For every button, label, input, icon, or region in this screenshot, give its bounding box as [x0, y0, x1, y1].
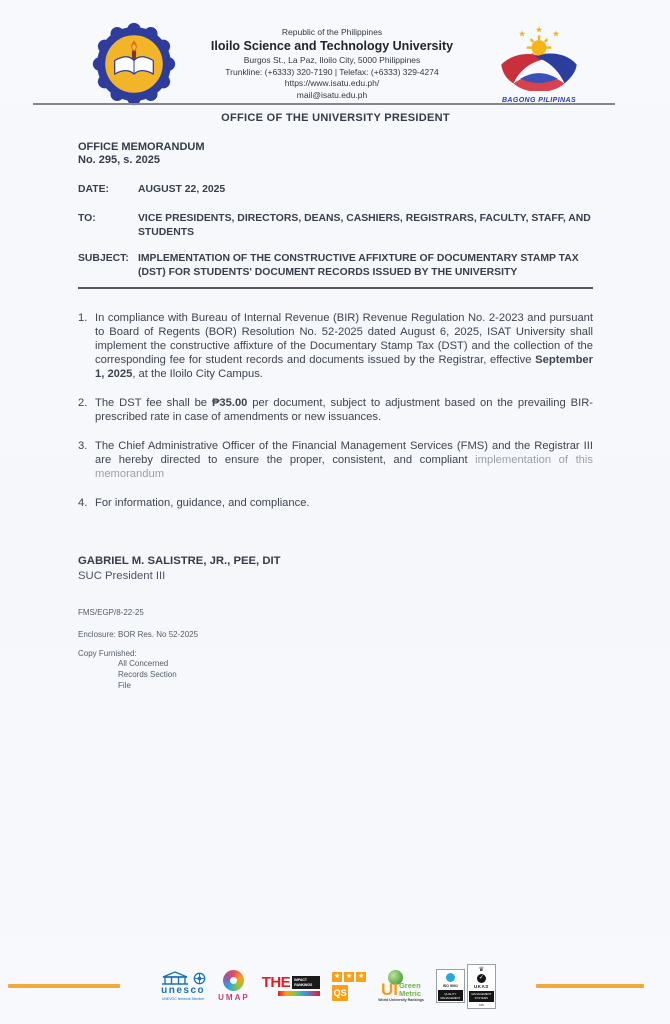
memo-number: No. 295, s. 2025	[78, 154, 160, 166]
unesco-temple-icon	[160, 971, 190, 985]
svg-text:★: ★	[518, 27, 526, 38]
iso-ukas-logo	[436, 964, 496, 1009]
iso-9001-badge	[436, 969, 465, 1003]
item-number: 3.	[78, 440, 88, 452]
iso-seal-icon	[446, 973, 455, 982]
iso-strip: QUALITY MANAGEMENT	[438, 990, 463, 1001]
letterhead-divider	[33, 103, 615, 105]
list-item-4	[78, 496, 593, 510]
to-row	[78, 212, 593, 240]
unevoc-emblem-icon	[193, 972, 206, 985]
subject-row	[78, 252, 593, 289]
university-website: https://www.isatu.edu.ph/	[284, 78, 380, 89]
date-row	[78, 183, 593, 197]
footer-accent-line-right	[536, 984, 644, 988]
enclosure-note: Enclosure: BOR Res. No 52-2025	[78, 630, 199, 639]
svg-text:★: ★	[535, 24, 543, 35]
item2-text-after: per document, subject to adjustment based on the prevailing BIR-prescribed rate in case of amendments or new issuances.	[95, 397, 594, 423]
item2-text-before: The DST fee shall be	[95, 397, 212, 409]
the-impact-rankings-logo	[261, 973, 321, 997]
memo-title: OFFICE MEMORANDUM	[78, 141, 205, 153]
qs-stars-row	[332, 972, 366, 982]
item-text	[95, 439, 593, 481]
iso-label: ISO 9001	[442, 984, 458, 988]
item-number: 2.	[78, 397, 88, 409]
isatu-university-seal-icon	[90, 22, 178, 106]
greenmetric-subtext: World University Rankings	[378, 998, 424, 1002]
star-icon: ★	[346, 972, 353, 980]
reference-block	[78, 608, 593, 691]
university-phones: Trunkline: (+6333) 320-7190 | Telefax: (+6333) 329-4274	[225, 66, 439, 77]
item-text	[95, 311, 593, 381]
umap-wordmark: UMAP	[218, 993, 250, 1002]
item3-text-faded: implementation of this memorandum	[95, 454, 593, 480]
qs-stars-logo	[332, 972, 366, 1001]
to-label: TO:	[78, 213, 96, 224]
bagong-pilipinas-logo	[486, 25, 592, 104]
bagong-pilipinas-icon	[491, 25, 587, 91]
signatory-title: SUC President III	[78, 570, 166, 582]
unesco-logo	[160, 971, 206, 1001]
list-item-3	[78, 439, 593, 481]
ukas-badge	[467, 964, 496, 1009]
subject-label: SUBJECT:	[78, 253, 129, 264]
copy-item: All Concerned	[118, 659, 169, 668]
republic-line: Republic of the Philippines	[281, 26, 383, 37]
the-wordmark: THE	[261, 973, 291, 991]
the-row	[261, 973, 321, 991]
footer-accent-line-left	[8, 984, 120, 988]
copy-furnished-list	[118, 658, 593, 691]
reference-initials: FMS/EGP/8-22-25	[78, 608, 144, 617]
subject-value: IMPLEMENTATION OF THE CONSTRUCTIVE AFFIXTURE OF DOCUMENTARY STAMP TAX (DST) FOR STUDENTS' DOCUMENT RECORDS ISSUED BY THE UNIVERSITY	[138, 253, 579, 278]
ukas-label: UKAS	[473, 983, 489, 989]
to-value: VICE PRESIDENTS, DIRECTORS, DEANS, CASHIERS, REGISTRARS, FACULTY, STAFF, AND STUDENTS	[138, 213, 591, 238]
umap-wheel-icon	[223, 970, 244, 991]
item1-text-before: In compliance with Bureau of Internal Revenue (BIR) Revenue Regulation No. 2-2023 and pursuant to Board of Regents (BOR) Resolution No. 52-2025 dated August 6, 2025, ISAT University shall implement the constructive affixture of the Documentary Stamp Tax (DST) and the collection of the corresponding fee for student records and documents issued by the Registrar, effective	[95, 312, 593, 366]
check-icon: ✓	[478, 974, 484, 981]
the-color-strip-icon	[278, 991, 320, 996]
unesco-glyphs	[160, 971, 206, 985]
ui-greenmetric-logo	[378, 970, 424, 1002]
date-value: AUGUST 22, 2025	[138, 184, 226, 195]
crown-icon: ♛	[478, 966, 485, 973]
item1-text-after: , at the Iloilo City Campus.	[132, 368, 263, 380]
ukas-number: 015	[478, 1002, 484, 1007]
qs-wordmark: QS	[332, 985, 348, 1001]
item-text	[95, 396, 593, 424]
star-icon: ★	[358, 972, 365, 980]
signature-block	[78, 554, 593, 584]
unesco-wordmark: unesco	[161, 985, 206, 996]
greenmetric-ui: UI	[380, 980, 398, 999]
bagong-pilipinas-caption: BAGONG PILIPINAS	[501, 96, 577, 104]
greenmetric-words	[399, 982, 421, 997]
copy-item: Records Section	[118, 670, 177, 679]
umap-logo	[218, 970, 250, 1002]
star-icon: ★	[334, 972, 341, 980]
unesco-subtext: UNEVOC Network Member	[161, 997, 205, 1001]
greenmetric-metric: Metric	[398, 988, 422, 998]
greenmetric-green: Green	[398, 981, 421, 990]
item-number: 1.	[78, 312, 88, 324]
svg-text:★: ★	[552, 27, 560, 38]
letterhead	[90, 22, 592, 106]
item-text: For information, guidance, and compliance.	[95, 497, 310, 509]
university-name: Iloilo Science and Technology University	[210, 39, 454, 54]
copy-furnished-label: Copy Furnished:	[78, 649, 137, 658]
item3-text-main: The Chief Administrative Officer of the Financial Management Services (FMS) and the Registrar III are hereby directed to ensure the proper, consistent, and compliant	[95, 440, 593, 466]
item-number: 4.	[78, 497, 88, 509]
office-title: OFFICE OF THE UNIVERSITY PRESIDENT	[221, 112, 450, 124]
list-item-2	[78, 396, 593, 424]
footer	[0, 948, 670, 1024]
date-label: DATE:	[78, 184, 109, 195]
effective-date: September 1, 2025	[95, 354, 593, 380]
the-impact-box: IMPACT RANKINGS	[292, 976, 320, 990]
copy-item: File	[118, 681, 131, 690]
memo-heading	[78, 141, 593, 167]
letterhead-text	[184, 27, 480, 102]
footer-logos	[120, 964, 536, 1009]
dst-fee-amount: ₱35.00	[211, 397, 248, 409]
university-address: Burgos St., La Paz, Iloilo City, 5000 Philippines	[243, 55, 421, 66]
university-email: mail@isatu.edu.ph	[296, 89, 368, 100]
list-item-1	[78, 311, 593, 381]
memo-content	[78, 112, 593, 691]
greenmetric-main	[378, 982, 424, 997]
signatory-name: GABRIEL M. SALISTRE, JR., PEE, DIT	[78, 555, 281, 567]
ukas-strip: MANAGEMENT SYSTEMS	[469, 991, 494, 1002]
